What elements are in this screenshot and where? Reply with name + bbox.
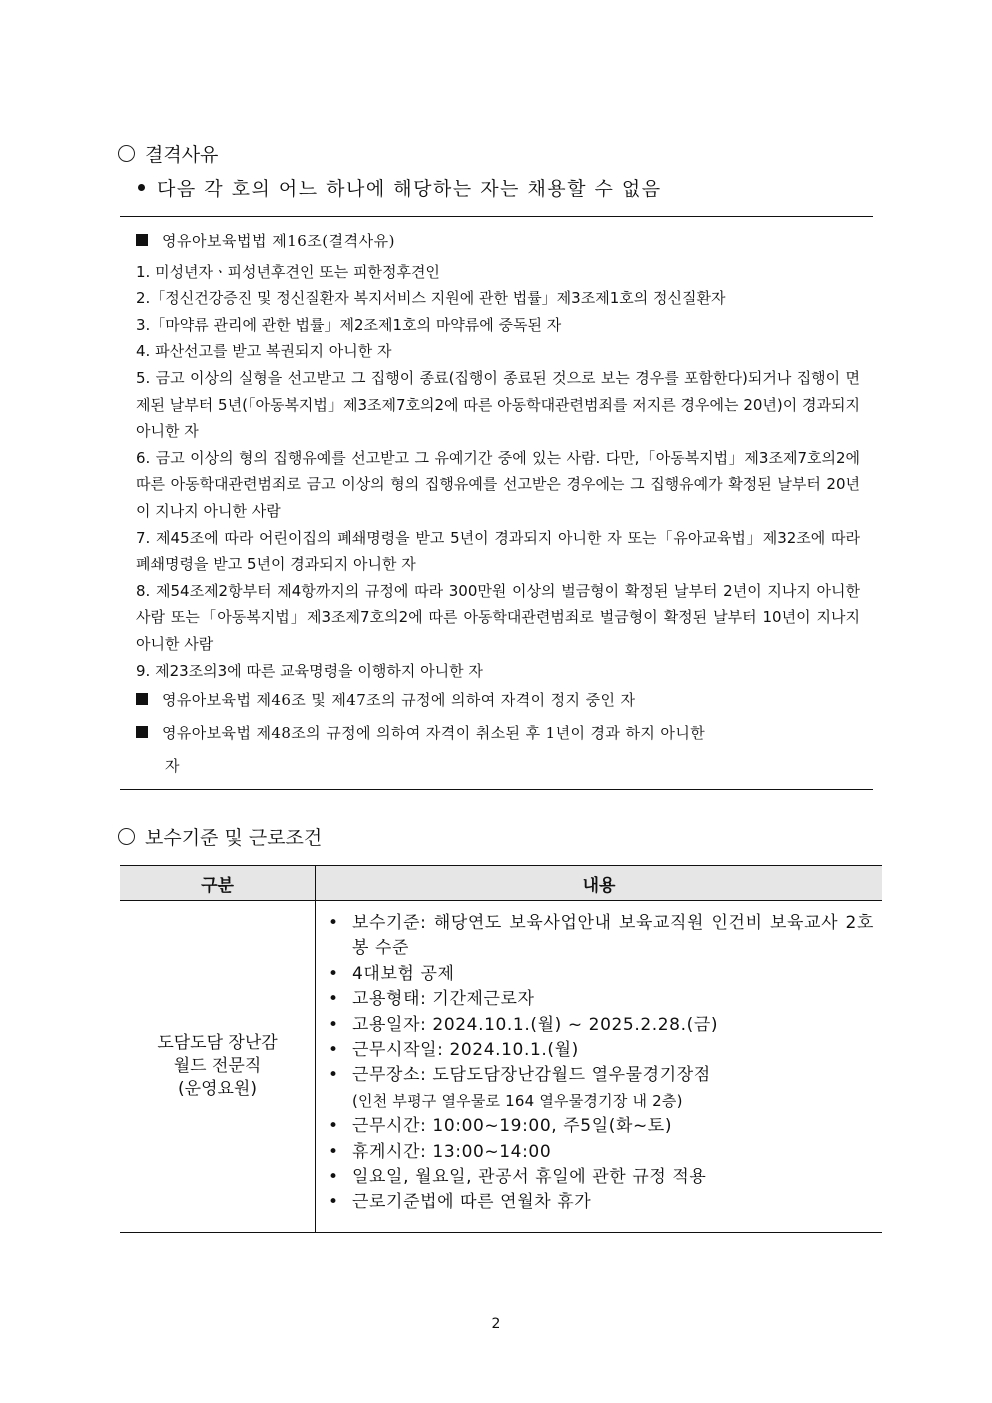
- law-title-text: 영유아보육법법 제16조(결격사유): [162, 232, 395, 250]
- box-bottom-rule: [120, 789, 873, 790]
- list-item: • 4대보험 공제: [326, 962, 874, 987]
- disqualification-box: [136, 228, 860, 783]
- list-item: • 보수기준: 해당연도 보육사업안내 보육교직원 인건비 보육교사 2호봉 수준: [326, 911, 874, 962]
- list-item: 4. 파산선고를 받고 복권되지 아니한 자: [136, 342, 392, 361]
- square-bullet-icon: [136, 693, 148, 705]
- extra-clause-suspension: [136, 684, 860, 717]
- circle-bullet-icon: [118, 828, 135, 845]
- extra-clause-text: 영유아보육법 제48조의 규정에 의하여 자격이 취소된 후 1년이 경과 하지 아니한: [162, 724, 706, 743]
- extra-clause-text: 영유아보육법 제46조 및 제47조의 규정에 의하여 자격이 정지 중인 자: [162, 691, 636, 710]
- table-header-row: [120, 866, 882, 901]
- list-item: • 고용일자: 2024.10.1.(월) ~ 2025.2.28.(금): [326, 1013, 874, 1038]
- list-item-subline: (인천 부평구 열우물로 164 열우물경기장 내 2층): [352, 1091, 683, 1110]
- bullet-text: 다음 각 호의 어느 하나에 해당하는 자는 채용할 수 없음: [157, 178, 662, 200]
- position-cell: [120, 901, 316, 1233]
- extra-clause-continuation: 자: [165, 757, 180, 776]
- conditions-list: [326, 911, 874, 1216]
- bullet-statement: [138, 174, 662, 201]
- list-item: • 근무시간: 10:00~19:00, 주5일(화~토): [326, 1114, 874, 1139]
- list-item: 1. 미성년자ㆍ피성년후견인 또는 피한정후견인: [136, 262, 440, 281]
- bullet-dot-icon: [138, 184, 145, 191]
- list-item: 3.「마약류 관리에 관한 법률」제2조제1호의 마약류에 중독된 자: [136, 315, 562, 334]
- list-item: • 휴게시간: 13:00~14:00: [326, 1140, 874, 1165]
- square-bullet-icon: [136, 234, 148, 246]
- working-conditions-table: [120, 865, 882, 1233]
- list-item: • 일요일, 월요일, 관공서 휴일에 관한 규정 적용: [326, 1165, 874, 1190]
- table-row: [120, 901, 882, 1233]
- extra-clause-revocation: [136, 717, 860, 783]
- list-item: • 고용형태: 기간제근로자: [326, 987, 874, 1012]
- list-item: • 근무시작일: 2024.10.1.(월): [326, 1038, 874, 1063]
- section-heading-conditions: [118, 823, 322, 850]
- list-item: • 근무장소: 도담도담장난감월드 열우물경기장점: [326, 1063, 874, 1088]
- position-label-line: 월드 전문직: [173, 1055, 262, 1076]
- column-header: 내용: [316, 866, 883, 901]
- section-heading-disqualification: [118, 140, 218, 167]
- section-heading-text: 결격사유: [145, 144, 219, 166]
- list-item: 5. 금고 이상의 실형을 선고받고 그 집행이 종료(집행이 종료된 것으로 보는 경우를 포함한다)되거나 집행이 면제된 날부터 5년(「아동복지법」제3조제7호의2에 따른 아동학대관련범죄를 저지른 경우에는 20년)이 경과되지 아니한 자: [136, 368, 860, 441]
- list-item: 8. 제54조제2항부터 제4항까지의 규정에 따라 300만원 이상의 벌금형이 확정된 날부터 2년이 지나지 아니한 사람 또는「아동복지법」제3조제7호의2에 따른 아동학대관련범죄로 벌금형이 확정된 날부터 10년이 지나지 아니한 사람: [136, 581, 860, 653]
- section-heading-text: 보수기준 및 근로조건: [145, 827, 323, 849]
- page-number: 2: [491, 1316, 501, 1332]
- circle-bullet-icon: [118, 145, 135, 162]
- conditions-cell: [316, 901, 883, 1233]
- box-top-rule: [120, 216, 873, 217]
- list-item: • 근로기준법에 따른 연월차 휴가: [326, 1190, 874, 1215]
- law-title: [136, 228, 860, 255]
- list-item: 6. 금고 이상의 형의 집행유예를 선고받고 그 유예기간 중에 있는 사람. 다만,「아동복지법」제3조제7호의2에 따른 아동학대관련범죄로 금고 이상의 형의 집행유예를 선고받은 경우에는 그 집행유예가 확정된 날부터 20년이 지나지 아니한 사람: [136, 448, 860, 520]
- position-label-line: (운영요원): [178, 1078, 257, 1099]
- column-header: 구분: [120, 866, 316, 901]
- square-bullet-icon: [136, 726, 148, 738]
- list-item: 7. 제45조에 따라 어린이집의 폐쇄명령을 받고 5년이 경과되지 아니한 자 또는「유아교육법」제32조에 따라 폐쇄명령을 받고 5년이 경과되지 아니한 자: [136, 528, 860, 574]
- list-item: 2.「정신건강증진 및 정신질환자 복지서비스 지원에 관한 법률」제3조제1호의 정신질환자: [136, 289, 726, 308]
- list-item: 9. 제23조의3에 따른 교육명령을 이행하지 아니한 자: [136, 661, 483, 680]
- position-label-line: 도담도담 장난감: [157, 1032, 278, 1053]
